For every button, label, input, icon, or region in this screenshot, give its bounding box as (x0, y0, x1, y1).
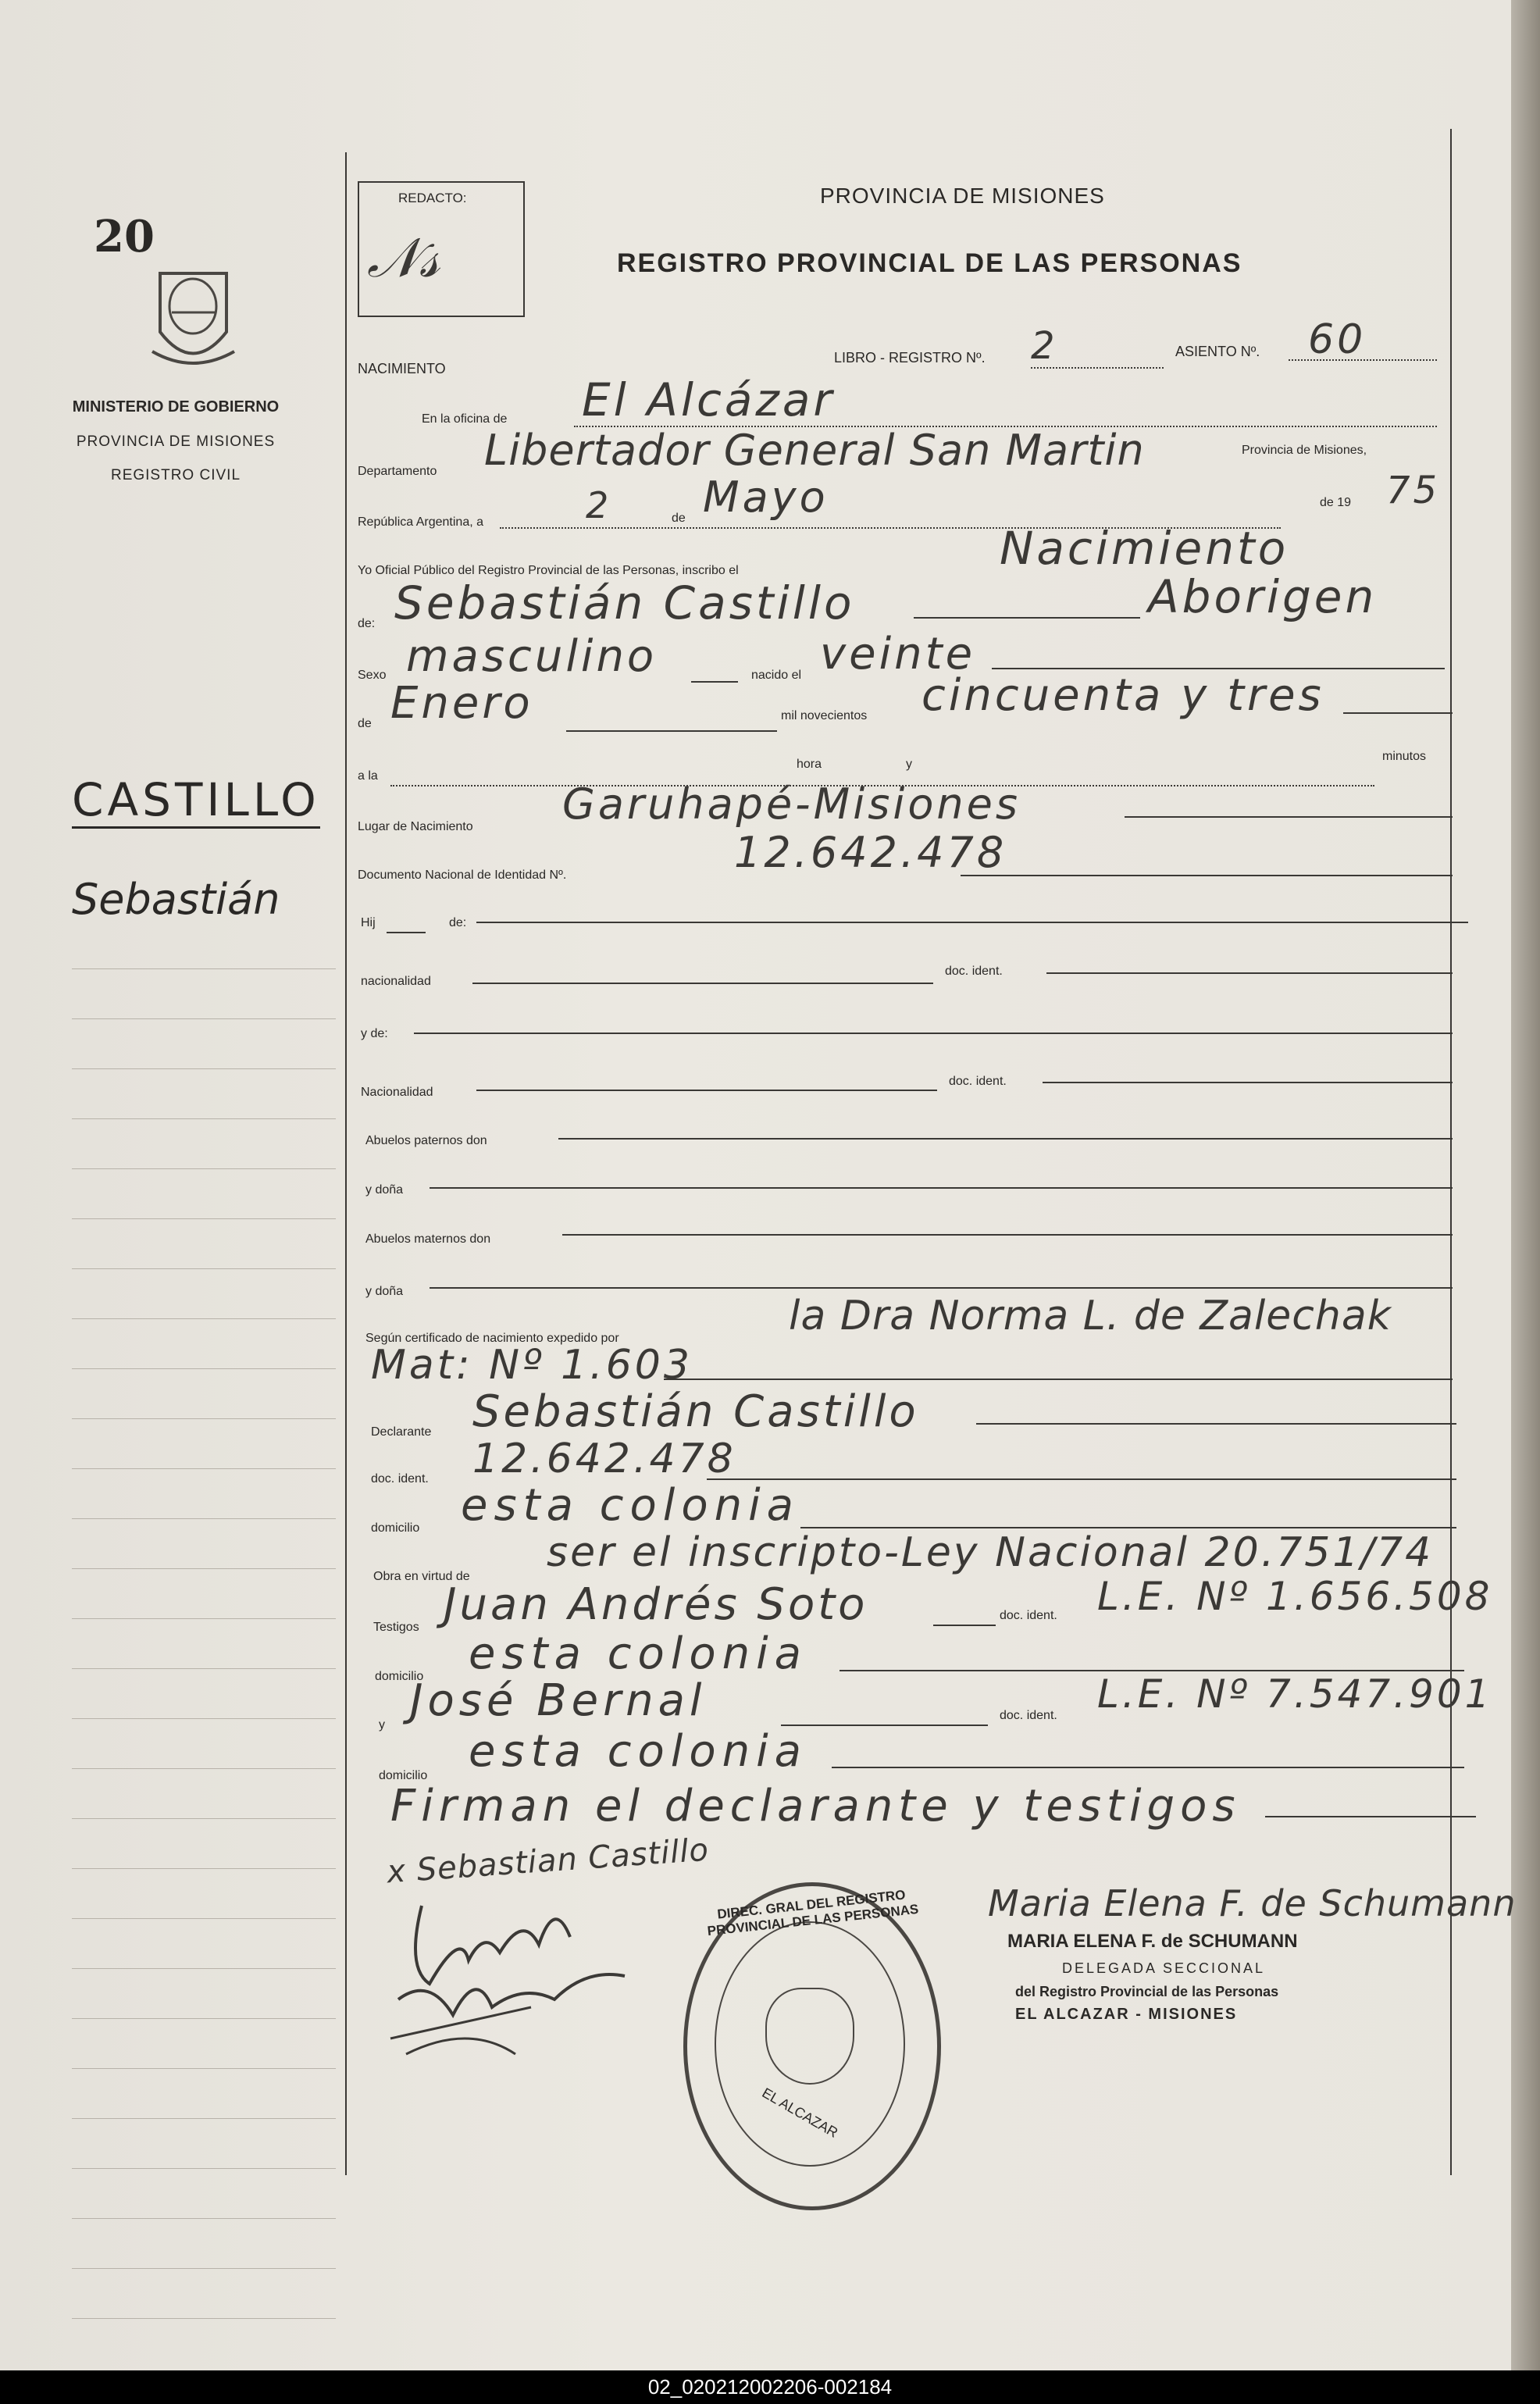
hora-label: hora (797, 758, 822, 771)
left-rule-line (72, 1968, 336, 1969)
dia-value: 2 (586, 484, 612, 526)
domicilio3-label: domicilio (379, 1769, 428, 1782)
coat-of-arms-icon (144, 258, 242, 383)
domicilio3-value: esta colonia (469, 1726, 807, 1777)
left-rule-line (72, 1668, 336, 1669)
left-rule-line (72, 1118, 336, 1119)
nacido-label: nacido el (751, 669, 802, 682)
anio-value: 75 (1386, 469, 1441, 512)
sexo-value: masculino (406, 631, 658, 682)
docident5-value: L.E. Nº 7.547.901 (1097, 1671, 1493, 1717)
official-role2: del Registro Provincial de las Personas (1015, 1984, 1279, 1999)
docident1-label: doc. ident. (945, 965, 1003, 978)
firman-line (1265, 1816, 1476, 1817)
official-name: MARIA ELENA F. de SCHUMANN (1007, 1931, 1298, 1952)
right-frame-line (1450, 129, 1452, 2175)
documento-value: 12.642.478 (734, 828, 1007, 877)
province-label: PROVINCIA DE MISIONES (76, 433, 276, 450)
domicilio3-line (832, 1767, 1464, 1768)
de-label: de (672, 512, 686, 525)
header-province: PROVINCIA DE MISIONES (820, 184, 1105, 208)
nacionalidad2-label: Nacionalidad (361, 1086, 433, 1099)
declarante-value: Sebastián Castillo (472, 1386, 919, 1437)
asiento-value: 60 (1308, 316, 1367, 363)
left-rule-line (72, 1868, 336, 1869)
departamento-label: Departamento (358, 465, 437, 478)
mes-nac-value: Enero (390, 678, 533, 729)
mes-nac-line (566, 730, 777, 732)
given-name-handwritten: Sebastián (72, 875, 280, 924)
left-rule-line (72, 1768, 336, 1769)
yde-label: y de: (361, 1027, 388, 1040)
padres-line (476, 922, 1468, 923)
nombre-value: Sebastián Castillo (394, 576, 855, 630)
abuelos-paternos-line (558, 1138, 1453, 1140)
left-rule-line (72, 2268, 336, 2269)
de2-label: de: (358, 617, 376, 630)
lugar-value: Garuhapé-Misiones (562, 779, 1021, 829)
nacionalidad1-label: nacionalidad (361, 975, 431, 988)
redacto-box (358, 181, 525, 317)
sexo-line (691, 681, 738, 683)
mil-label: mil novecientos (781, 709, 868, 722)
anio-label: de 19 (1320, 496, 1352, 509)
left-rule-line (72, 1418, 336, 1419)
left-rule-line (72, 1168, 336, 1169)
lugar-label: Lugar de Nacimiento (358, 820, 473, 833)
minutos-label: minutos (1382, 750, 1427, 763)
ydona1-line (430, 1187, 1453, 1189)
y2-label: y (379, 1718, 385, 1732)
left-rule-line (72, 1568, 336, 1569)
left-rule-line (72, 1268, 336, 1269)
anio-nac-line (1343, 712, 1453, 714)
docident4-value: L.E. Nº 1.656.508 (1097, 1574, 1493, 1619)
nombre-line (914, 617, 1140, 619)
header-title: REGISTRO PROVINCIAL DE LAS PERSONAS (617, 248, 1242, 278)
ydona2-line (430, 1287, 1453, 1289)
provincia-label: Provincia de Misiones, (1242, 444, 1367, 457)
official-seal (683, 1882, 941, 2210)
left-rule-line (72, 2068, 336, 2069)
declarante-label: Declarante (371, 1425, 432, 1439)
seal-emblem-icon (765, 1988, 854, 2085)
inscribo-value: Nacimiento (1000, 522, 1289, 575)
docident2-line (1043, 1082, 1453, 1083)
de3-label: de (358, 717, 372, 730)
republica-label: República Argentina, a (358, 515, 483, 529)
left-rule-line (72, 1618, 336, 1619)
oficina-value: El Alcázar (582, 373, 836, 426)
segun-label: Según certificado de nacimiento expedido por (365, 1332, 619, 1345)
docident3-label: doc. ident. (371, 1472, 429, 1486)
domicilio1-line (800, 1527, 1456, 1528)
declarante-signature: x Sebastian Castillo (385, 1832, 711, 1891)
left-rule-line (72, 1218, 336, 1219)
seal-place: EL ALCAZAR (759, 2085, 841, 2141)
libro-value: 2 (1031, 324, 1058, 368)
asiento-label: ASIENTO Nº. (1175, 344, 1260, 359)
documento-line (961, 875, 1453, 876)
testigo1-value: Juan Andrés Soto (444, 1579, 868, 1630)
abuelos-maternos-label: Abuelos maternos don (365, 1232, 491, 1246)
segun-value: la Dra Norma L. de Zalechak (789, 1293, 1392, 1339)
departamento-value: Libertador General San Martin (484, 426, 1145, 475)
anio-nac-value: cincuenta y tres (922, 670, 1324, 721)
left-rule-line (72, 1918, 336, 1919)
left-rule-line (72, 1368, 336, 1369)
domicilio1-value: esta colonia (461, 1480, 800, 1531)
official-place: EL ALCAZAR - MISIONES (1015, 2006, 1238, 2023)
ministry-label: MINISTERIO DE GOBIERNO (72, 398, 280, 416)
hij-label: Hij (361, 916, 376, 929)
libro-label: LIBRO - REGISTRO Nº. (834, 350, 986, 366)
seal-text: DIREC. GRAL DEL REGISTRO PROVINCIAL DE LAS PERSONAS (706, 1887, 920, 1939)
redacto-initials-signature: 𝒩𝓈 (367, 226, 440, 290)
left-rule-line (72, 968, 336, 969)
docident1-line (1046, 972, 1453, 974)
ydona1-label: y doña (365, 1183, 404, 1197)
left-rule-line (72, 2118, 336, 2119)
docident2-label: doc. ident. (949, 1075, 1007, 1088)
left-rule-line (72, 2018, 336, 2019)
obra-value: ser el inscripto-Ley Nacional 20.751/74 (547, 1529, 1434, 1576)
nacido-line (992, 668, 1445, 669)
nacionalidad2-line (476, 1090, 937, 1091)
page-number: 20 (94, 211, 155, 262)
testigo2-value: José Bernal (410, 1675, 707, 1726)
de4-label: de: (449, 916, 467, 929)
left-rule-line (72, 2168, 336, 2169)
nacido-value: veinte (820, 629, 976, 679)
hij-line (387, 932, 426, 933)
domicilio2-label: domicilio (375, 1670, 424, 1683)
oficina-label: En la oficina de (422, 412, 508, 426)
a-la-label: a la (358, 769, 378, 783)
redacto-label: REDACTO: (398, 191, 467, 205)
docident4-label: doc. ident. (1000, 1609, 1057, 1622)
yde-line (414, 1033, 1453, 1034)
left-rule-line (72, 1018, 336, 1019)
sexo-label: Sexo (358, 669, 387, 682)
left-rule-line (72, 1468, 336, 1469)
left-rule-line (72, 1718, 336, 1719)
left-rule-line (72, 1318, 336, 1319)
official-role1: DELEGADA SECCIONAL (1062, 1960, 1266, 1976)
ydona2-label: y doña (365, 1285, 404, 1298)
witness-signatures (375, 1882, 687, 2070)
y-label: y (906, 758, 912, 771)
surname-handwritten: CASTILLO (72, 773, 320, 829)
docident5-label: doc. ident. (1000, 1709, 1057, 1722)
aborigen-value: Aborigen (1148, 570, 1378, 623)
registry-label: REGISTRO CIVIL (110, 467, 241, 483)
obra-label: Obra en virtud de (373, 1570, 470, 1583)
left-rule-line (72, 2318, 336, 2319)
left-rule-line (72, 1518, 336, 1519)
firman-value: Firman el declarante y testigos (390, 1781, 1241, 1832)
left-frame-line (345, 152, 347, 2175)
documento-label: Documento Nacional de Identidad Nº. (358, 869, 567, 882)
archive-id-bar: 02_020212002206-002184 (0, 2370, 1540, 2404)
abuelos-paternos-label: Abuelos paternos don (365, 1134, 487, 1147)
nacimiento-label: NACIMIENTO (358, 361, 446, 376)
abuelos-maternos-line (562, 1234, 1453, 1236)
mat-line (664, 1379, 1453, 1380)
left-rule-line (72, 1068, 336, 1069)
lugar-line (1125, 816, 1453, 818)
testigo2-line (781, 1725, 988, 1726)
mat-value: Mat: Nº 1.603 (371, 1342, 693, 1389)
left-rule-line (72, 1818, 336, 1819)
nacionalidad1-line (472, 983, 933, 984)
left-rule-line (72, 2218, 336, 2219)
testigos-label: Testigos (373, 1621, 419, 1634)
libro-line (1031, 367, 1164, 369)
domicilio1-label: domicilio (371, 1521, 420, 1535)
testigo1-line (933, 1625, 996, 1626)
declarante-line (976, 1423, 1456, 1425)
asiento-line (1289, 359, 1437, 361)
mes-value: Mayo (703, 473, 829, 522)
official-signature: Maria Elena F. de Schumann (988, 1882, 1517, 1924)
docident3-line (707, 1478, 1456, 1480)
domicilio2-value: esta colonia (469, 1628, 807, 1679)
oficial-label: Yo Oficial Público del Registro Provincial de las Personas, inscribo el (358, 564, 739, 577)
page-edge (1511, 0, 1540, 2370)
docident3-value: 12.642.478 (472, 1436, 736, 1482)
